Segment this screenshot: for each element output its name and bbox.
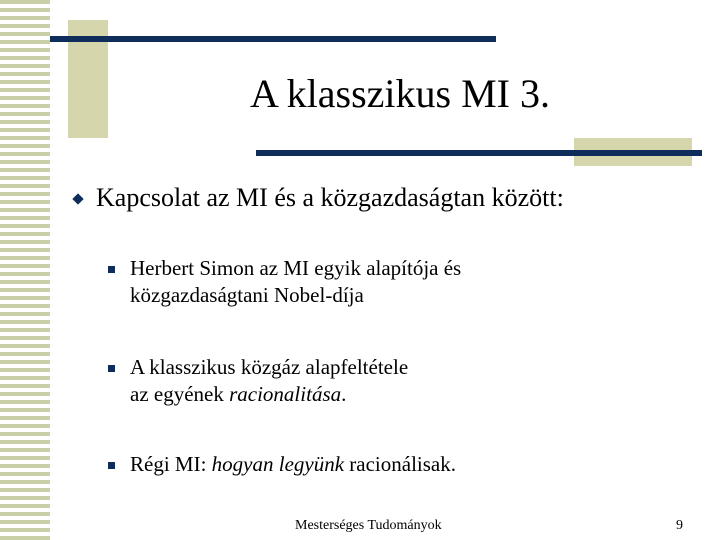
sub-item-1-line1: Herbert Simon az MI egyik alapítója és (130, 256, 462, 280)
sub-item-2-italic: racionalitása (229, 382, 342, 406)
page-number: 9 (676, 518, 683, 533)
diamond-bullet-icon (72, 193, 83, 204)
sub-item-1-line2: közgazdaságtani Nobel-díja (130, 283, 364, 307)
slide-title: A klasszikus MI 3. (250, 71, 550, 116)
main-bullet-text: Kapcsolat az MI és a közgazdaságtan között: (96, 183, 564, 212)
sub-item-3-text-c: racionálisak. (344, 452, 456, 476)
square-bullet-icon (108, 365, 115, 372)
sub-item-2-line1: A klasszikus közgáz alapfeltétele (130, 355, 409, 379)
sub-item-2-text-a: az egyének (130, 382, 230, 406)
sub-item-2-text-c: . (341, 382, 347, 406)
sub-item-2 (108, 354, 668, 408)
decorative-bar-top (50, 36, 496, 42)
decorative-stripes (0, 0, 50, 540)
sub-item-3-text-a: Régi MI: (130, 452, 212, 476)
footer-title: Mesterséges Tudományok (295, 518, 442, 533)
sub-item-3-italic: hogyan legyünk (211, 452, 345, 476)
sub-item-3-line1 (130, 451, 456, 478)
sub-item-3 (108, 451, 668, 478)
sub-item-2-line2 (130, 381, 408, 408)
square-bullet-icon (108, 266, 115, 273)
main-bullet (74, 183, 564, 213)
decorative-bar-middle (256, 150, 702, 156)
sub-item-1 (108, 255, 668, 309)
square-bullet-icon (108, 462, 115, 469)
